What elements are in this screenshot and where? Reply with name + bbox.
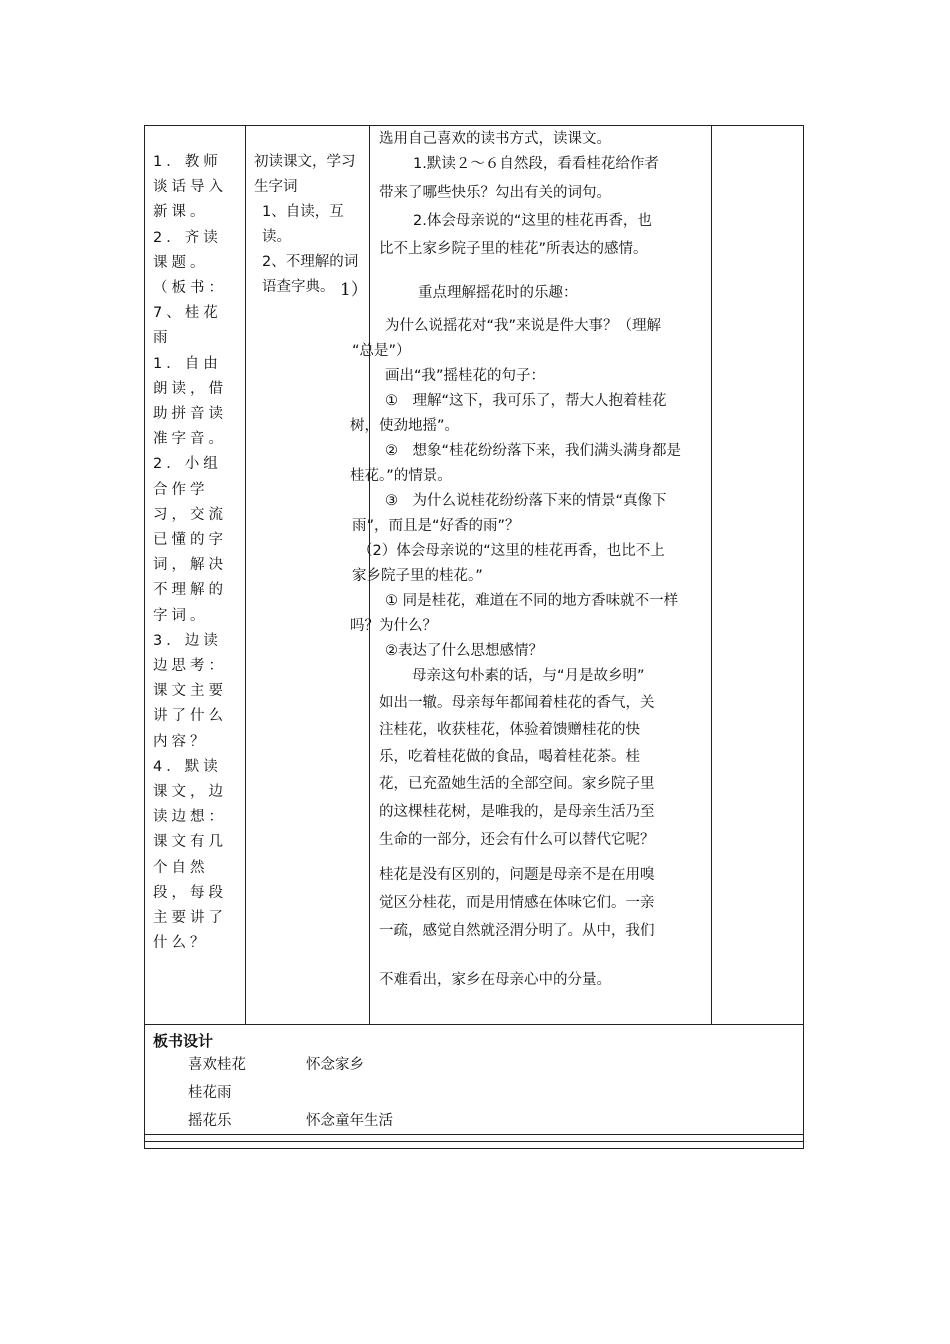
activity-item: 2、不理解的词语查字典。 — [262, 254, 359, 295]
step-item: 2．小组合作学习，交流已懂的字词，解决不理解的字词。 — [153, 456, 227, 624]
board-item: 喜欢桂花 — [188, 1057, 246, 1073]
text-line: 带来了哪些快乐？勾出有关的词句。 — [379, 185, 611, 201]
text-line: “总是”） — [352, 343, 411, 359]
text-line: ① 理解“这下，我可乐了，帮大人抱着桂花 — [385, 393, 667, 409]
text-line: 乐，吃着桂花做的食品，喝着桂花茶。桂 — [379, 749, 640, 765]
step-item: 2．齐读课题。（板书： — [153, 229, 227, 297]
text-line: 比不上家乡院子里的桂花”所表达的感情。 — [379, 241, 648, 257]
text-line: 花，已充盈她生活的全部空间。家乡院子里 — [379, 776, 655, 792]
text-line: 一疏，感觉自然就泾渭分明了。从中，我们 — [379, 923, 655, 939]
text-line: 吗？为什么？ — [350, 618, 437, 634]
board-title: 板书设计 — [153, 1032, 214, 1050]
table-right-border — [803, 125, 804, 1149]
student-activity-column — [254, 150, 366, 300]
column-divider-1 — [245, 125, 246, 1025]
text-line: 1.默读２～６自然段，看看桂花给作者 — [413, 156, 659, 172]
text-line: ③ 为什么说桂花纷纷落下来的情景“真像下 — [385, 493, 667, 509]
bottom-border-2 — [144, 1141, 804, 1142]
table-top-border — [144, 125, 804, 126]
text-line: 觉区分桂花，而是用情感在体味它们。一亲 — [379, 895, 655, 911]
text-line: （2）体会母亲说的“这里的桂花再香，也比不上 — [358, 543, 665, 559]
text-line: 注桂花，收获桂花，体验着馈赠桂花的快 — [379, 722, 640, 738]
table-left-border — [144, 125, 145, 1149]
text-line: 树，使劲地摇”。 — [350, 418, 460, 434]
text-line: 2.体会母亲说的“这里的桂花再香，也 — [413, 213, 652, 229]
text-line: 桂花。”的情景。 — [350, 468, 452, 484]
text-line: 母亲这句朴素的话，与“月是故乡明” — [412, 668, 645, 684]
text-line: ② 想象“桂花纷纷落下来，我们满头满身都是 — [385, 443, 682, 459]
text-line: ②表达了什么思想感情？ — [385, 643, 543, 659]
step-item: 3．边读边思考：课文主要讲了什么内容？ — [153, 632, 227, 750]
board-item: 桂花雨 — [188, 1085, 232, 1101]
text-line: 重点理解摇花时的乐趣： — [418, 285, 578, 301]
board-item: 怀念家乡 — [306, 1057, 364, 1073]
text-line: 画出“我”摇桂花的句子： — [385, 368, 546, 384]
board-item: 怀念童年生活 — [306, 1113, 393, 1129]
text-line: 雨”，而且是“好香的雨”？ — [352, 518, 520, 534]
text-line: 桂花是没有区别的，问题是母亲不是在用嗅 — [379, 867, 655, 883]
step-item: 1．自由朗读，借助拼音读准字音。 — [153, 355, 227, 448]
text-line: 选用自己喜欢的读书方式，读课文。 — [379, 131, 611, 147]
board-item: 摇花乐 — [188, 1113, 232, 1129]
text-line: 的这棵桂花树，是唯我的，是母亲生活乃至 — [379, 804, 655, 820]
text-line: 家乡院子里的桂花。” — [352, 568, 483, 584]
teacher-steps-column — [153, 150, 237, 957]
text-line: 如出一辙。母亲每年都闻着桂花的香气，关 — [379, 695, 655, 711]
activity-item: 初读课文，学习生字词 — [254, 154, 356, 195]
text-line: 不难看出，家乡在母亲心中的分量。 — [379, 972, 611, 988]
text-line: ① 同是桂花，难道在不同的地方香味就不一样 — [385, 593, 679, 609]
text-line: 为什么说摇花对“我”来说是件大事？（理解 — [385, 318, 662, 334]
column-divider-3 — [711, 125, 712, 1025]
row-divider — [144, 1024, 804, 1025]
step-item: 1．教师谈话导入新课。 — [153, 154, 227, 221]
bottom-border-3 — [144, 1148, 804, 1149]
text-line: 生命的一部分，还会有什么可以替代它呢？ — [379, 832, 655, 848]
list-marker: 1） — [340, 280, 368, 300]
bottom-border-1 — [144, 1134, 804, 1135]
activity-item: 1、自读，互读。 — [262, 204, 344, 245]
step-item: 4．默读课文，边读边想：课文有几个自然段，每段主要讲了什么？ — [153, 758, 227, 952]
step-item: 7、桂花雨 — [153, 305, 222, 347]
